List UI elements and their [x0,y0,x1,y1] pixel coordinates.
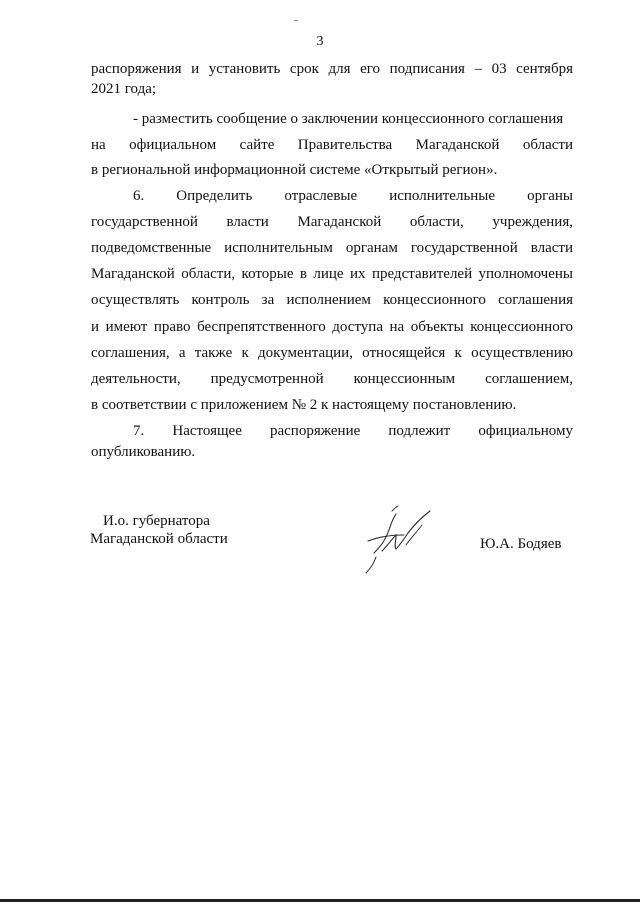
text-line: 7. Настоящее распоряжение подлежит официальному [133,423,573,439]
text-line: подведомственные исполнительным органам государственной власти [91,240,573,256]
signer-name: Ю.А. Бодяев [480,536,562,552]
signer-position-line1: И.о. губернатора [103,513,210,529]
text-line: - разместить сообщение о заключении концессионного соглашения [133,111,564,127]
text-line: на официальном сайте Правительства Магаданской области [91,137,573,153]
page-number: 3 [316,34,324,49]
text-line: государственной власти Магаданской области, учреждения, [91,214,573,230]
text-line: Магаданской области, которые в лице их представителей уполномочены [91,266,573,282]
scan-mark [294,20,298,21]
handwritten-signature [352,505,442,580]
text-line: распоряжения и установить срок для его подписания – 03 сентября [91,61,573,77]
text-line: осуществлять контроль за исполнением концессионного соглашения [91,292,573,308]
text-line: в региональной информационной системе «Открытый регион». [91,162,498,178]
text-line: и имеют право беспрепятственного доступа на объекты концессионного [91,319,573,335]
text-line: соглашения, а также к документации, относящейся к осуществлению [91,345,573,361]
text-line: опубликованию. [91,444,196,460]
text-line: деятельности, предусмотренной концессионным соглашением, [91,371,573,387]
signer-position-line2: Магаданской области [90,531,228,547]
scan-bottom-edge [0,899,640,902]
text-line: в соответствии с приложением № 2 к настоящему постановлению. [91,397,517,413]
text-line: 2021 года; [91,81,157,97]
text-line: 6. Определить отраслевые исполнительные органы [133,188,573,204]
